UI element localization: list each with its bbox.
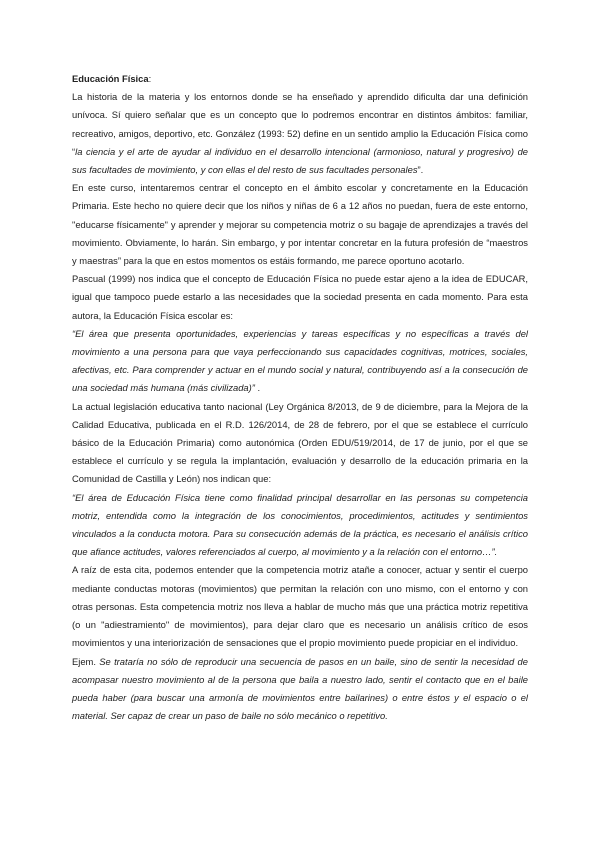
pascual-quote-text: “El área que presenta oportunidades, experiencias y tareas específicas y no específicas a través del movimiento a una persona para que vaya perfeccionando sus capacidades cognitivas, motrices, sociales, afectivas, etc. Para comprender y actuar en el mundo social y natural, contribuyendo así a la consecución de una sociedad más humana (más civilizada)” xyxy=(72,327,528,394)
title-colon: : xyxy=(148,73,152,84)
legislation-quote: “El área de Educación Física tiene como finalidad principal desarrollar en las personas su competencia motriz, entendida como la integración de los conocimientos, procedimientos, actitudes y sentimientos vinculados a la conducta motora. Para su consecución además de la práctica, es necesario el análisis crítico que afiance actitudes, valores referenciados al cuerpo, al movimiento y a la relación con el entorno…”. xyxy=(72,491,528,558)
pascual-quote-end: . xyxy=(254,382,261,394)
paragraph-example xyxy=(72,653,528,726)
paragraph-definition-text: La historia de la materia y los entornos donde se ha enseñado y aprendido dificulta dar una definición unívoca. Sí quiero señalar que es un concepto que lo podremos encontrar en distintos ámbitos: familiar, recreativo, amigos, deportivo, etc. González (1993: 52) define en un sentido amplio la Educación Física como “ xyxy=(72,91,528,157)
gonzalez-quote: la ciencia y el arte de ayudar al individuo en el desarrollo intencional (armonioso, natural y progresivo) de sus facultades de movimiento, y con ellas el del resto de sus facultades personales xyxy=(72,145,528,176)
section-title: Educación Física xyxy=(72,73,149,84)
paragraph-competence: A raíz de esta cita, podemos entender que la competencia motriz atañe a conocer, actuar y sentir el cuerpo mediante conductas motoras (movimientos) que permitan la relación con uno mismo, con el entorno y con otras personas. Esta competencia motriz nos lleva a hablar de mucho más que una práctica motriz repetitiva (o un "adiestramiento" de movimientos), para dejar claro que es necesario un análisis crítico de esos movimientos y una interiorización de sensaciones que el propio movimiento puede propiciar en el individuo. xyxy=(72,564,528,649)
example-text: Se trataría no sólo de reproducir una secuencia de pasos en un baile, sino de sentir la necesidad de acompasar nuestro movimiento al de la persona que baila a nuestro lado, sentir el contacto que en el baile pueda haber (para buscar una armonía de movimientos entre bailarines) o entre éstos y el espacio o el material. Ser capaz de crear un paso de baile no sólo mecánico o repetitivo. xyxy=(72,655,528,722)
quote-close: ”. xyxy=(417,164,424,176)
paragraph-legislation: La actual legislación educativa tanto nacional (Ley Orgánica 8/2013, de 9 de diciembre, para la Mejora de la Calidad Educativa, publicada en el R.D. 126/2014, de 28 de febrero, por el que se establece el currículo básico de la Educación Primaria) como autonómica (Orden EDU/519/2014, de 17 de junio, por el que se establece el currículo y se regula la implantación, evaluación y desarrollo de la educación primaria en la Comunidad de Castilla y León) nos indican que: xyxy=(72,400,528,485)
heading-line xyxy=(72,70,528,88)
paragraph-definition xyxy=(72,88,528,179)
paragraph-pascual: Pascual (1999) nos indica que el concepto de Educación Física no puede estar ajeno a la idea de EDUCAR, igual que tampoco puede estarlo a las necesidades que la sociedad presenta en cada momento. Para esta autora, la Educación Física escolar es: xyxy=(72,273,528,321)
example-lead: Ejem. xyxy=(72,655,100,667)
paragraph-scope: En este curso, intentaremos centrar el concepto en el ámbito escolar y concretamente en la Educación Primaria. Este hecho no quiere decir que los niños y niñas de 6 a 12 años no puedan, fuera de este entorno, "educarse físicamente" y aprender y mejorar su competencia motriz o su bagaje de aprendizajes a través del movimiento. Obviamente, lo harán. Sin embargo, y por intentar concretar en la futura profesión de “maestros y maestras” para la que en estos momentos os estáis formando, me parece oportuno acotarlo. xyxy=(72,182,528,267)
pascual-quote xyxy=(72,325,528,398)
